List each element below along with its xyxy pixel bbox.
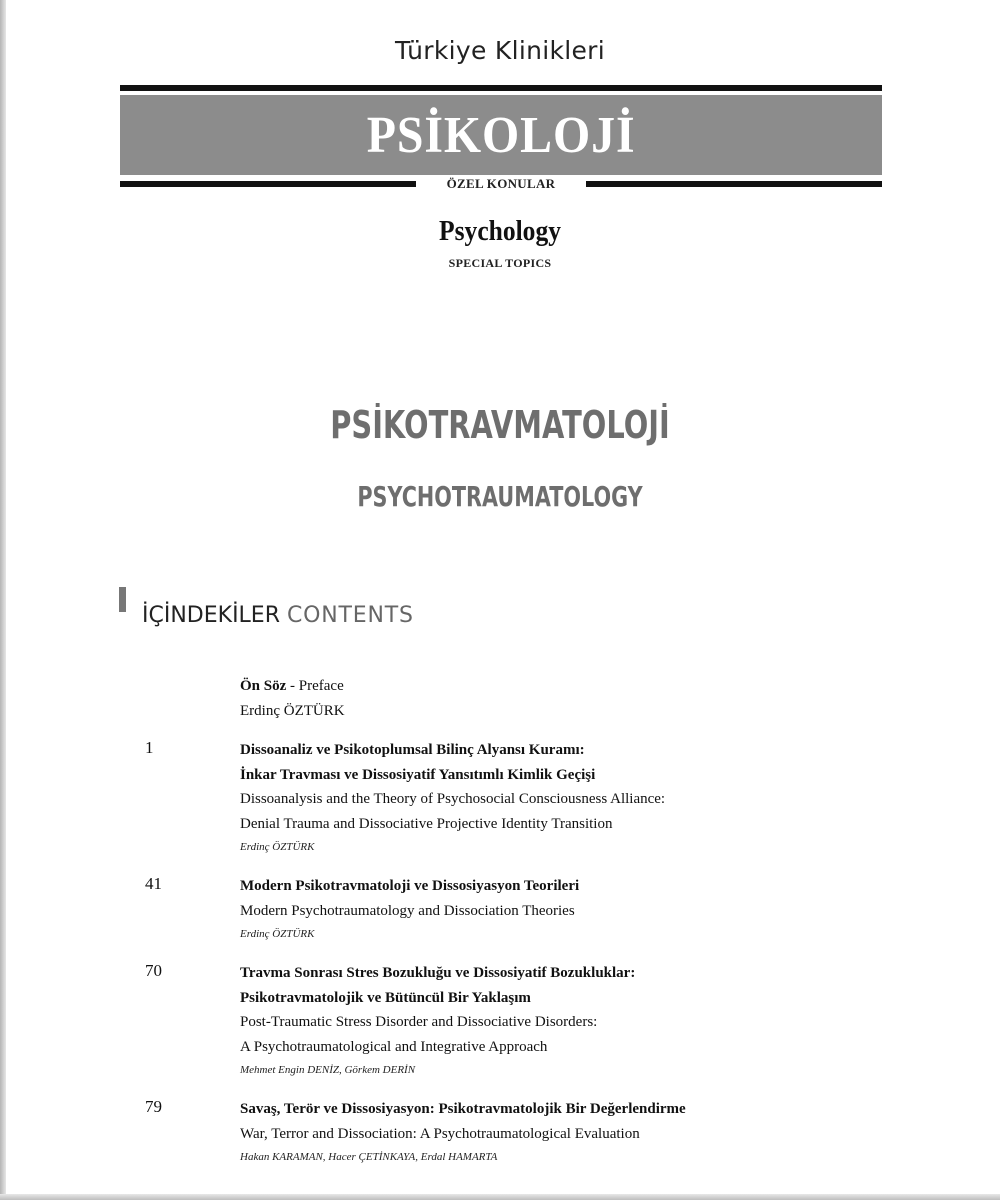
toc-page-number: 1 [145, 738, 154, 757]
publisher-name: Türkiye Klinikleri [394, 36, 605, 65]
issue-title-en: PSYCHOTRAUMATOLOGY [357, 480, 643, 513]
toc-authors: Mehmet Engin DENİZ, Görkem DERİN [240, 1064, 416, 1076]
issue-title-tr: PSİKOTRAVMATOLOJİ [330, 403, 670, 447]
header-rule-bottom-left [120, 181, 416, 187]
journal-title-en: Psychology [439, 215, 561, 247]
contents-heading [142, 603, 414, 628]
preface-separator: - [286, 678, 299, 694]
toc-title-tr: Modern Psikotravmatoloji ve Dissosiyasyon Teorileri [240, 878, 580, 894]
toc-title-en: Dissoanalysis and the Theory of Psychosocial Consciousness Alliance: [240, 791, 666, 807]
contents-marker [119, 587, 126, 612]
toc-title-en: Denial Trauma and Dissociative Projective Identity Transition [240, 815, 613, 832]
toc-authors: Erdinç ÖZTÜRK [240, 841, 315, 853]
contents-heading-tr: İÇİNDEKİLER [142, 603, 280, 628]
journal-subtitle-en: SPECIAL TOPICS [448, 256, 552, 270]
toc-title-en: A Psychotraumatological and Integrative Approach [240, 1038, 548, 1055]
toc-title-tr: Dissoanaliz ve Psikotoplumsal Bilinç Alyansı Kuramı: [240, 742, 585, 758]
toc-title-en: War, Terror and Dissociation: A Psychotraumatological Evaluation [240, 1125, 640, 1142]
toc-title-en: Post-Traumatic Stress Disorder and Dissociative Disorders: [240, 1014, 598, 1030]
page-edge-bottom [0, 1194, 1000, 1200]
journal-title-band [120, 95, 882, 175]
header-rule-bottom-right [586, 181, 882, 187]
journal-subtitle: ÖZEL KONULAR [446, 176, 556, 191]
preface-title-en: Preface [298, 678, 344, 694]
toc-title-tr: Travma Sonrası Stres Bozukluğu ve Dissosiyatif Bozukluklar: [240, 965, 636, 981]
toc-page-number: 79 [145, 1097, 162, 1116]
preface-title-tr: Ön Söz [240, 678, 287, 694]
preface-author: Erdinç ÖZTÜRK [240, 702, 345, 719]
header-rule-top [120, 85, 882, 91]
page-edge-left [0, 0, 6, 1200]
toc-authors: Erdinç ÖZTÜRK [240, 928, 315, 940]
contents-heading-en: CONTENTS [287, 603, 414, 628]
toc-title-tr: İnkar Travması ve Dissosiyatif Yansıtımlı Kimlik Geçişi [240, 766, 596, 783]
toc-page-number: 70 [145, 961, 162, 980]
toc-title-tr: Savaş, Terör ve Dissosiyasyon: Psikotravmatolojik Bir Değerlendirme [240, 1101, 686, 1117]
toc-page-number: 41 [145, 874, 162, 893]
toc-title-en: Modern Psychotraumatology and Dissociation Theories [240, 902, 575, 919]
toc-authors: Hakan KARAMAN, Hacer ÇETİNKAYA, Erdal HAMARTA [240, 1151, 498, 1163]
journal-title: PSİKOLOJİ [366, 106, 636, 164]
toc-title-tr: Psikotravmatolojik ve Bütüncül Bir Yaklaşım [240, 989, 531, 1006]
